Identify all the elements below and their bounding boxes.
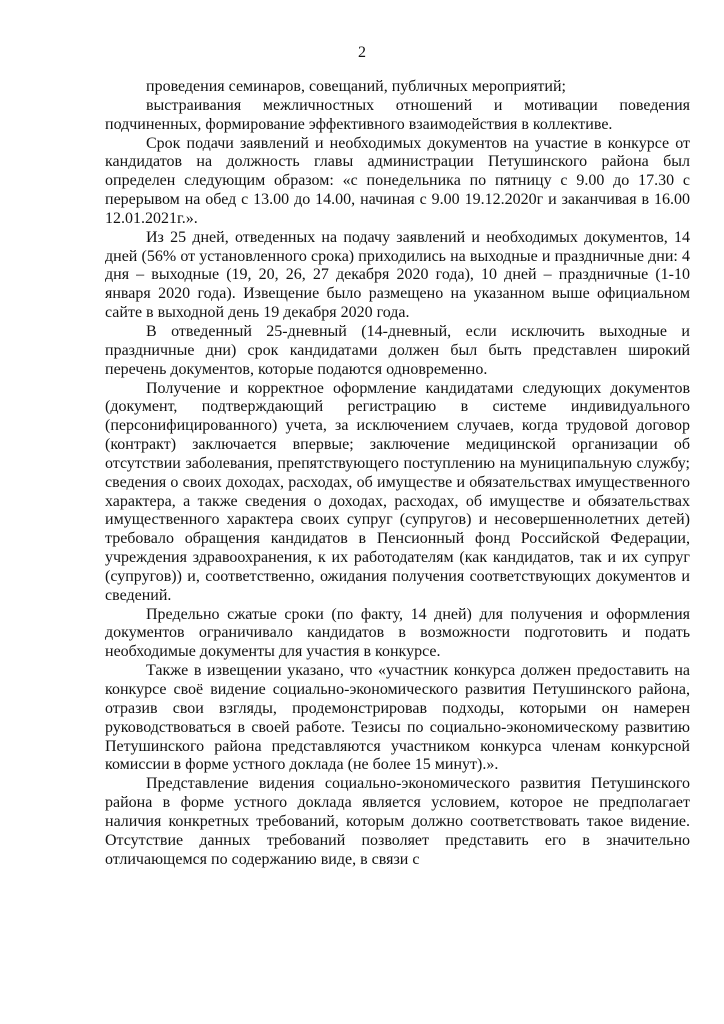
paragraph: выстраивания межличностных отношений и мотивации поведения подчиненных, формирование эффективного взаимодействия в коллективе.: [105, 96, 690, 133]
paragraph: Срок подачи заявлений и необходимых документов на участие в конкурсе от кандидатов на должность главы администрации Петушинского района был определен следующим образом: «с понедельника по пятницу с 9.00 до 17.30 с перерывом на обед с 13.00 до 14.00, начиная с 9.00 19.12.2020г и заканчивая в 16.00 12.01.2021г.».: [105, 134, 690, 227]
paragraph: Также в извещении указано, что «участник конкурса должен предоставить на конкурсе своё видение социально-экономического развития Петушинского района, отразив свои взгляды, продемонстрировав подходы, которыми он намерен руководствоваться в своей работе. Тезисы по социально-экономическому развитию Петушинского района представляются участником конкурса членам конкурсной комиссии в форме устного доклада (не более 15 минут).».: [105, 662, 690, 774]
paragraph: Получение и корректное оформление кандидатами следующих документов (документ, подтверждающий регистрацию в системе индивидуального (персонифицированного) учета, за исключением случаев, когда трудовой договор (контракт) заключается впервые; заключение медицинской организации об отсутствии заболевания, препятствующего поступлению на муниципальную службу; сведения о своих доходах, расходах, об имуществе и обязательствах имущественного характера, а также сведения о доходах, расходах, об имуществе и обязательствах имущественного характера своих супруг (супругов) и несовершеннолетних детей) требовало обращения кандидатов в Пенсионный фонд Российской Федерации, учреждения здравоохранения, к их работодателям (как кандидатов, так и их супруг (супругов)) и, соответственно, ожидания получения соответствующих документов и сведений.: [105, 379, 690, 604]
paragraph: Предельно сжатые сроки (по факту, 14 дней) для получения и оформления документов ограничивало кандидатов в возможности подготовить и подать необходимые документы для участия в конкурсе.: [105, 605, 690, 661]
paragraph: Из 25 дней, отведенных на подачу заявлений и необходимых документов, 14 дней (56% от установленного срока) приходились на выходные и праздничные дни: 4 дня – выходные (19, 20, 26, 27 декабря 2020 года), 10 дней – праздничные (1-10 января 2020 года). Извещение было размещено на указанном выше официальном сайте в выходной день 19 декабря 2020 года.: [105, 228, 690, 322]
paragraph: Представление видения социально-экономического развития Петушинского района в форме устного доклада является условием, которое не предполагает наличия конкретных требований, которым должно соответствовать такое видение. Отсутствие данных требований позволяет представить его в значительно отличающемся по содержанию виде, в связи с: [105, 775, 690, 868]
paragraph: проведения семинаров, совещаний, публичных мероприятий;: [146, 78, 566, 95]
page-number: 2: [358, 44, 366, 61]
paragraph: В отведенный 25-дневный (14-дневный, если исключить выходные и праздничные дни) срок кандидатами должен был быть представлен широкий перечень документов, которые подаются одновременно.: [105, 322, 690, 378]
document-body: [105, 78, 690, 869]
